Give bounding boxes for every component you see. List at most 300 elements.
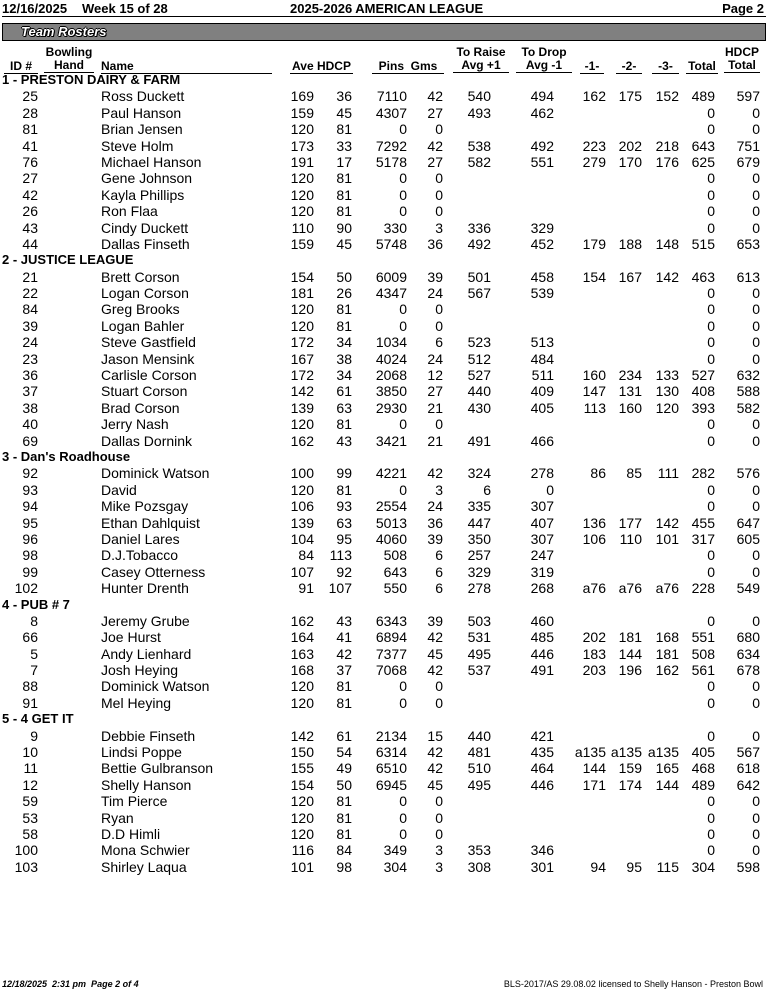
col-to-drop: To Drop Avg -1 [516, 46, 572, 73]
player-pins: 2554 [375, 498, 407, 515]
player-games: 0 [435, 793, 443, 810]
player-games: 6 [435, 563, 443, 580]
player-average: 154 [290, 268, 314, 285]
player-handicap: 43 [336, 432, 352, 449]
player-games: 0 [435, 203, 443, 220]
player-average: 120 [290, 793, 314, 810]
player-pins: 0 [399, 678, 407, 695]
player-pins: 6894 [375, 629, 407, 646]
game-3-score: 165 [655, 760, 679, 777]
game-2-score: 181 [618, 629, 642, 646]
hdcp-series-total: 0 [752, 334, 760, 351]
table-row [0, 482, 768, 498]
player-pins: 5748 [375, 235, 407, 252]
game-1-score: 144 [582, 760, 606, 777]
to-drop-avg: 458 [530, 268, 554, 285]
player-average: 116 [291, 842, 314, 859]
player-handicap: 99 [336, 465, 352, 482]
player-pins: 330 [383, 219, 407, 236]
player-games: 42 [427, 88, 443, 105]
series-total: 228 [691, 580, 715, 597]
game-1-score: 183 [582, 645, 606, 662]
game-3-score: 115 [656, 858, 679, 875]
series-total: 282 [691, 465, 715, 482]
table-row [0, 613, 768, 629]
player-handicap: 81 [336, 678, 352, 695]
to-raise-avg: 493 [467, 104, 491, 121]
table-row [0, 367, 768, 383]
player-games: 0 [435, 186, 443, 203]
player-games: 6 [435, 334, 443, 351]
hdcp-series-total: 613 [736, 268, 760, 285]
player-handicap: 90 [336, 219, 352, 236]
game-3-score: 168 [655, 629, 679, 646]
game-1-score: a76 [582, 580, 606, 597]
game-2-score: 188 [618, 235, 642, 252]
hdcp-series-total: 634 [736, 645, 760, 662]
player-handicap: 37 [336, 662, 352, 679]
player-name: Stuart Corson [101, 383, 188, 400]
game-1-score: 279 [582, 153, 606, 170]
hdcp-series-total: 0 [752, 498, 760, 515]
game-3-score: 181 [655, 645, 679, 662]
player-name: Greg Brooks [101, 301, 180, 318]
player-pins: 0 [399, 301, 407, 318]
player-pins: 0 [399, 694, 407, 711]
player-handicap: 33 [336, 137, 352, 154]
hdcp-series-total: 0 [752, 842, 760, 859]
hdcp-series-total: 0 [752, 793, 760, 810]
player-pins: 6009 [375, 268, 407, 285]
player-average: 91 [298, 580, 314, 597]
player-average: 142 [290, 383, 314, 400]
player-average: 120 [290, 809, 314, 826]
player-name: Mona Schwier [101, 842, 190, 859]
player-average: 150 [290, 744, 314, 761]
player-average: 120 [290, 203, 314, 220]
to-drop-avg: 268 [530, 580, 554, 597]
player-pins: 7377 [375, 645, 407, 662]
player-average: 120 [290, 825, 314, 842]
player-average: 139 [290, 399, 314, 416]
player-games: 42 [427, 137, 443, 154]
player-average: 120 [290, 301, 314, 318]
player-games: 0 [435, 416, 443, 433]
player-pins: 0 [399, 186, 407, 203]
table-row [0, 744, 768, 760]
to-raise-avg: 523 [467, 334, 491, 351]
player-handicap: 81 [336, 301, 352, 318]
game-1-score: 136 [582, 514, 606, 531]
player-handicap: 17 [336, 153, 352, 170]
player-name: Joe Hurst [101, 629, 161, 646]
player-pins: 6510 [375, 760, 407, 777]
table-row [0, 810, 768, 826]
series-total: 0 [707, 612, 715, 629]
series-total: 0 [707, 170, 715, 187]
table-row [0, 334, 768, 350]
player-id: 39 [22, 317, 38, 334]
player-id: 81 [22, 121, 38, 138]
player-pins: 7292 [375, 137, 407, 154]
player-games: 39 [427, 268, 443, 285]
hdcp-series-total: 0 [752, 547, 760, 564]
player-pins: 2930 [375, 399, 407, 416]
player-id: 88 [22, 678, 38, 695]
player-id: 98 [22, 547, 38, 564]
player-pins: 0 [399, 825, 407, 842]
hdcp-series-total: 0 [752, 416, 760, 433]
to-raise-avg: 440 [467, 727, 491, 744]
col-bowling-hand: Bowling Hand [45, 45, 93, 72]
table-row [0, 531, 768, 547]
player-id: 59 [22, 793, 38, 810]
player-games: 27 [427, 104, 443, 121]
player-name: Logan Corson [101, 285, 189, 302]
player-id: 38 [22, 399, 38, 416]
player-games: 27 [427, 383, 443, 400]
table-row [0, 678, 768, 694]
player-pins: 304 [383, 858, 407, 875]
table-row [0, 187, 768, 203]
player-handicap: 81 [336, 825, 352, 842]
to-raise-avg: 447 [467, 514, 491, 531]
player-pins: 4024 [375, 350, 407, 367]
player-name: Cindy Duckett [101, 219, 189, 236]
hdcp-series-total: 576 [736, 465, 760, 482]
player-id: 23 [22, 350, 38, 367]
player-pins: 0 [399, 170, 407, 187]
series-total: 317 [691, 530, 715, 547]
table-row [0, 154, 768, 170]
table-row [0, 465, 768, 481]
to-drop-avg: 464 [530, 760, 554, 777]
table-row [0, 269, 768, 285]
player-games: 45 [427, 776, 443, 793]
player-name: D.J.Tobacco [101, 547, 179, 564]
to-drop-avg: 466 [530, 432, 554, 449]
player-handicap: 50 [336, 776, 352, 793]
player-name: Tim Pierce [101, 793, 168, 810]
game-2-score: 144 [618, 645, 642, 662]
player-id: 42 [22, 186, 38, 203]
game-1-score: 171 [582, 776, 606, 793]
hdcp-series-total: 751 [736, 137, 760, 154]
player-id: 36 [22, 367, 38, 384]
player-id: 25 [22, 88, 38, 105]
player-games: 0 [435, 121, 443, 138]
player-average: 84 [298, 547, 314, 564]
game-3-score: 133 [655, 367, 679, 384]
to-drop-avg: 513 [530, 334, 554, 351]
player-pins: 3421 [375, 432, 407, 449]
player-average: 120 [290, 170, 314, 187]
to-drop-avg: 485 [530, 629, 554, 646]
game-2-score: a135 [610, 744, 642, 761]
series-total: 0 [707, 186, 715, 203]
player-id: 95 [22, 514, 38, 531]
series-total: 0 [707, 334, 715, 351]
series-total: 0 [707, 203, 715, 220]
series-total: 489 [691, 776, 715, 793]
player-average: 162 [290, 612, 314, 629]
player-average: 120 [290, 694, 314, 711]
player-id: 43 [22, 219, 38, 236]
player-handicap: 61 [336, 383, 352, 400]
to-raise-avg: 6 [483, 481, 491, 498]
player-handicap: 81 [336, 203, 352, 220]
player-handicap: 93 [336, 498, 352, 515]
series-total: 0 [707, 694, 715, 711]
player-average: 162 [290, 432, 314, 449]
to-drop-avg: 446 [530, 645, 554, 662]
game-2-score: 160 [618, 399, 642, 416]
player-name: Ethan Dahlquist [101, 514, 200, 531]
player-id: 22 [22, 285, 38, 302]
player-games: 42 [427, 744, 443, 761]
player-average: 168 [290, 662, 314, 679]
table-row [0, 826, 768, 842]
player-id: 76 [22, 153, 38, 170]
player-games: 15 [427, 727, 443, 744]
game-3-score: 142 [655, 268, 679, 285]
team-heading: 1 - PRESTON DAIRY & FARM [2, 72, 181, 87]
table-row [0, 383, 768, 399]
hdcp-series-total: 680 [736, 629, 760, 646]
table-row [0, 547, 768, 563]
player-pins: 0 [399, 793, 407, 810]
game-2-score: 196 [618, 662, 642, 679]
to-drop-avg: 409 [530, 383, 554, 400]
player-name: Casey Otterness [101, 563, 206, 580]
game-1-score: 154 [582, 268, 606, 285]
game-1-score: 147 [582, 383, 606, 400]
player-pins: 7110 [376, 88, 407, 105]
player-games: 0 [435, 694, 443, 711]
table-row [0, 170, 768, 186]
player-handicap: 81 [336, 170, 352, 187]
player-pins: 5178 [375, 153, 407, 170]
hdcp-series-total: 0 [752, 481, 760, 498]
col-id: ID # [4, 60, 38, 74]
series-total: 508 [691, 645, 715, 662]
to-raise-avg: 510 [467, 760, 491, 777]
series-total: 0 [707, 498, 715, 515]
hdcp-series-total: 0 [752, 612, 760, 629]
series-total: 408 [691, 383, 715, 400]
player-games: 24 [427, 350, 443, 367]
player-name: Jason Mensink [101, 350, 195, 367]
license-info: BLS-2017/AS 29.08.02 licensed to Shelly Hanson - Preston Bowl [503, 979, 763, 989]
to-raise-avg: 527 [467, 367, 491, 384]
player-average: 139 [290, 514, 314, 531]
player-handicap: 36 [336, 88, 352, 105]
player-name: Debbie Finseth [101, 727, 196, 744]
player-name: Dallas Finseth [101, 235, 190, 252]
player-handicap: 81 [336, 416, 352, 433]
player-average: 155 [290, 760, 314, 777]
table-row [0, 203, 768, 219]
player-games: 42 [427, 629, 443, 646]
player-id: 84 [22, 301, 38, 318]
series-total: 463 [691, 268, 715, 285]
to-drop-avg: 247 [530, 547, 554, 564]
to-drop-avg: 460 [530, 612, 554, 629]
player-name: Ross Duckett [101, 88, 185, 105]
to-raise-avg: 440 [467, 383, 491, 400]
game-1-score: 203 [582, 662, 606, 679]
table-row [0, 220, 768, 236]
player-id: 96 [22, 530, 38, 547]
game-3-score: 111 [657, 465, 679, 482]
hdcp-series-total: 0 [752, 563, 760, 580]
player-pins: 2134 [375, 727, 407, 744]
player-id: 100 [14, 842, 38, 859]
game-3-score: a76 [655, 580, 679, 597]
player-name: Jerry Nash [101, 416, 169, 433]
player-name: Paul Hanson [101, 104, 182, 121]
player-handicap: 34 [336, 367, 352, 384]
game-2-score: 175 [618, 88, 642, 105]
player-name: Jeremy Grube [101, 612, 190, 629]
hdcp-series-total: 0 [752, 825, 760, 842]
to-raise-avg: 567 [467, 285, 491, 302]
player-handicap: 81 [336, 793, 352, 810]
game-1-score: 113 [583, 399, 606, 416]
player-games: 42 [427, 760, 443, 777]
game-1-score: 86 [590, 465, 606, 482]
hdcp-series-total: 582 [736, 399, 760, 416]
col-game-3: -3- [652, 60, 679, 74]
series-total: 0 [707, 793, 715, 810]
to-drop-avg: 301 [530, 858, 554, 875]
to-drop-avg: 452 [530, 235, 554, 252]
hdcp-series-total: 0 [752, 317, 760, 334]
player-games: 21 [427, 399, 443, 416]
series-total: 455 [691, 514, 715, 531]
player-handicap: 113 [329, 547, 352, 564]
series-total: 0 [707, 481, 715, 498]
to-drop-avg: 407 [530, 514, 554, 531]
player-games: 12 [427, 367, 443, 384]
player-id: 10 [22, 744, 38, 761]
player-games: 0 [435, 678, 443, 695]
team-heading: 2 - JUSTICE LEAGUE [2, 252, 134, 268]
hdcp-series-total: 0 [752, 186, 760, 203]
player-pins: 4347 [375, 285, 407, 302]
to-drop-avg: 511 [531, 367, 554, 384]
to-raise-avg: 540 [467, 88, 491, 105]
to-drop-avg: 492 [530, 137, 554, 154]
to-raise-avg: 512 [467, 350, 491, 367]
player-average: 191 [290, 153, 314, 170]
to-drop-avg: 491 [530, 662, 554, 679]
to-raise-avg: 481 [467, 744, 491, 761]
game-3-score: a135 [647, 744, 679, 761]
series-total: 393 [691, 399, 715, 416]
league-title: 2025-2026 AMERICAN LEAGUE [290, 1, 484, 16]
table-row [0, 646, 768, 662]
game-2-score: 170 [618, 153, 642, 170]
player-name: Mike Pozsgay [101, 498, 189, 515]
table-row [0, 662, 768, 678]
hdcp-series-total: 567 [736, 744, 760, 761]
game-3-score: 218 [655, 137, 679, 154]
to-drop-avg: 435 [530, 744, 554, 761]
series-total: 0 [707, 121, 715, 138]
to-drop-avg: 462 [530, 104, 554, 121]
game-2-score: 131 [618, 383, 642, 400]
to-raise-avg: 329 [467, 563, 491, 580]
table-row [0, 580, 768, 596]
series-total: 0 [707, 317, 715, 334]
player-handicap: 50 [336, 268, 352, 285]
section-banner [2, 23, 766, 41]
game-1-score: 202 [582, 629, 606, 646]
player-average: 154 [290, 776, 314, 793]
table-row [0, 793, 768, 809]
section-title: Team Rosters [21, 24, 107, 39]
series-total: 515 [691, 235, 715, 252]
player-handicap: 63 [336, 399, 352, 416]
game-2-score: 174 [618, 776, 642, 793]
player-name: Daniel Lares [101, 530, 180, 547]
to-drop-avg: 405 [530, 399, 554, 416]
player-average: 172 [290, 367, 314, 384]
player-id: 41 [22, 137, 38, 154]
player-pins: 0 [399, 416, 407, 433]
player-average: 159 [290, 104, 314, 121]
series-total: 304 [691, 858, 715, 875]
game-3-score: 120 [655, 399, 679, 416]
team-heading: 4 - PUB # 7 [2, 596, 70, 612]
to-raise-avg: 353 [467, 842, 491, 859]
player-handicap: 38 [336, 350, 352, 367]
game-3-score: 152 [655, 88, 679, 105]
player-name: Shelly Hanson [101, 776, 192, 793]
player-games: 0 [435, 317, 443, 334]
player-games: 3 [435, 219, 443, 236]
col-game-1: -1- [580, 60, 604, 74]
series-total: 0 [707, 809, 715, 826]
to-raise-avg: 350 [467, 530, 491, 547]
hdcp-series-total: 0 [752, 350, 760, 367]
to-drop-avg: 307 [530, 530, 554, 547]
hdcp-series-total: 0 [752, 809, 760, 826]
page-number: Page 2 [722, 1, 764, 16]
player-name: Brad Corson [101, 399, 180, 416]
player-id: 8 [30, 612, 38, 629]
table-row [0, 318, 768, 334]
player-pins: 0 [399, 481, 407, 498]
player-pins: 4060 [375, 530, 407, 547]
player-name: Ron Flaa [101, 203, 158, 220]
player-name: Gene Johnson [101, 170, 193, 187]
to-raise-avg: 492 [467, 235, 491, 252]
player-handicap: 107 [328, 580, 352, 597]
player-handicap: 34 [336, 334, 352, 351]
to-raise-avg: 308 [467, 858, 491, 875]
player-games: 3 [435, 481, 443, 498]
to-drop-avg: 494 [530, 88, 554, 105]
series-total: 0 [707, 219, 715, 236]
player-id: 94 [22, 498, 38, 515]
col-ave-hdcp: Ave HDCP [290, 60, 353, 74]
player-name: Mel Heying [101, 694, 172, 711]
player-id: 99 [22, 563, 38, 580]
player-games: 24 [427, 285, 443, 302]
player-average: 120 [290, 186, 314, 203]
